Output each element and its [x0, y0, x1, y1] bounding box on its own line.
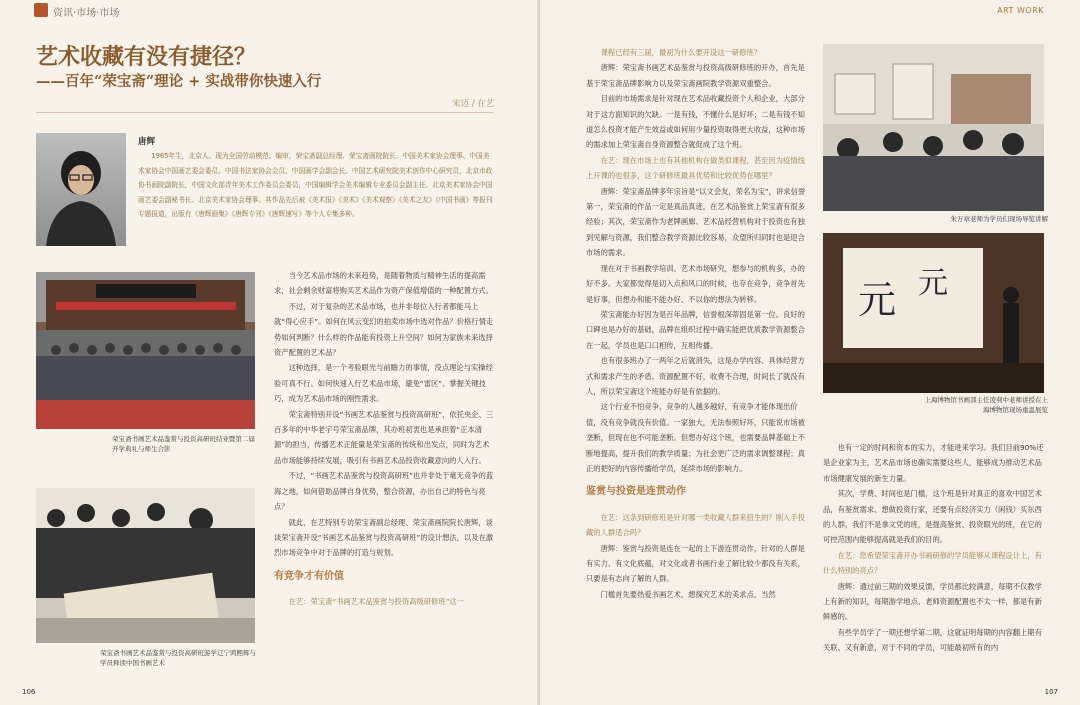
paragraph: 现在对于书画教学培训、艺术市场研究，想参与的机构多，办的好不多。大家都觉得是切入点和风口的时候，也存在竞争，竞争首先是好事，但想办和能不能办好、不以你的想法为转移。 — [586, 263, 805, 304]
paragraph: 这个行业不怕竞争，竞争的人越多越好，有竞争才能体现出价值，没有竞争就没有价值。一家独大，无法参照好坏，只能说市场被垄断，但现在也不可能垄断。但想办好这个班，也需要品牌基础上不断地提高，提升我们的教学质量；为社会更广泛的需求调整课程；真正的把好的内容传播给学员，延续市场的影响力。 — [586, 402, 805, 473]
paragraph: 荣宝斋能办好因为是百年品牌，信誉根深蒂固是第一位。良好的口碑也是办好的基础，品牌在组织过程中确实能把优质教学资源整合在一起，学员也是口口相传，互相传播。 — [586, 309, 805, 350]
paragraph: 这种选择，是一个考验眼光与前瞻力的事情，没点理论与实操经验可真不行。如何快速入行艺术品市场，避免“雷区”、掌握关键技巧，成为艺术品市场的刚性需求。 — [274, 363, 493, 404]
lecture-photo-scene — [823, 233, 1044, 393]
left-column — [274, 268, 496, 610]
paragraph: 就此，在艺特别专访荣宝斋副总经理、荣宝斋画院院长唐辉，谈谈荣宝斋开设“书画艺术品鉴赏与投资高研班”的设计想法，以及在激烈市场竞争中对于品牌的打造与规划。 — [274, 517, 494, 558]
interview-question: 课程已经有三届，最初为什么要开设这一研修班？ — [600, 48, 762, 57]
middle-column — [586, 45, 808, 602]
title-divider — [36, 112, 494, 113]
bio-text: 1965年生，北京人。现为全国劳动模范、编审，荣宝斋副总经理、荣宝斋画院院长、中国美术家协会理事、中国美术家协会中国画艺委会委员、中国书法家协会会员、中国画学会副会长、中国艺术研究院美术创作中心研究员，北京市政协书画院副院长，中国文化部青年美术工作委员会委员，中国编辑学会美术编辑专业委员会副主任、北京美术家协会中国画艺委会副秘书长、北京美术家协会理事。其作品先后被《美术报》《美术》《美术观察》《美术之友》《中国书画》等报刊专题报道，出版有《唐辉画集》《唐辉专刊》《唐辉速写》等个人专集多种。 — [138, 152, 493, 218]
group-photo-caption: 荣宝斋书画艺术品鉴赏与投资高研班结业暨第二届开学典礼与师生合影 — [112, 435, 255, 453]
portrait-photo — [36, 133, 126, 246]
guide-photo — [823, 44, 1044, 211]
magazine-logo-icon — [34, 3, 48, 17]
paragraph: 也有一定的时间和资本的实力，才能进来学习。我们目前90%还是企业家为主，艺术品市场也确实需要这些人，能够成为推动艺术品市场健康发展的新生力量。 — [823, 443, 1044, 483]
section-heading: 鉴赏与投资是连贯动作 — [586, 486, 686, 498]
paragraph: 唐辉：荣宝斋品牌多年宗旨是“以文会友，荣名为宝”，讲求信誉第一，荣宝斋的作品一定是真品真迹，在艺术品鉴赏上荣宝斋有很多经验；其次，荣宝斋作为老牌画廊、艺术品经营机构对于投资也有独到见解与资源，我们整合教学资源比较容易，众望所归同时也是迎合市场的需求。 — [586, 186, 806, 258]
workshop-photo-scene — [36, 488, 255, 643]
paragraph: 不过，“书画艺术品鉴赏与投资高研班”也并非处于毫无竞争的蓝海之地，如何借助品牌自身优势，整合资源，办出自己的特色与亮点？ — [274, 471, 494, 512]
paragraph: 门槛首先要热爱书画艺术，想探究艺术的美求点，当然 — [600, 589, 776, 599]
workshop-photo-caption: 荣宝斋书画艺术品鉴赏与投资高研班游学辽宁鸿熙辉与学员释读中国书画艺术 — [100, 649, 256, 667]
guide-photo-caption: 朱万章老师为学员们现场导览讲解 — [950, 215, 1048, 223]
page-number-left: 106 — [22, 688, 36, 696]
portrait-figure — [36, 133, 126, 246]
interview-question: 在艺：您希望荣宝斋开办书画研修的学员能够从课程设计上，有什么特别的亮点？ — [823, 550, 1042, 576]
group-photo — [36, 272, 255, 429]
interview-question: 在艺：这条到研修班是针对哪一类收藏人群来招生的？刚入手投藏的人群适合吗？ — [586, 512, 805, 538]
byline: 宋迈 / 在艺 — [452, 99, 495, 109]
group-photo-scene — [36, 272, 255, 429]
section-heading: 有竞争才有价值 — [274, 570, 344, 582]
paragraph: 唐辉：荣宝斋书画艺术品鉴赏与投资高级研修班的开办，首先是基于荣宝斋品牌影响力以及荣宝斋画院教学资源双重整合。 — [586, 63, 805, 88]
paragraph: 目前的市场需求是针对现在艺术品收藏投资个人和企业，大部分对于这方面知识的欠缺。一是有钱，不懂什么是好坏；二是有钱不知道怎么投资才能产生效益或如何用少量投资取得更大收益，这种市场的需求加上荣宝斋自身资源整合就促成了这个班。 — [586, 94, 805, 150]
paragraph: 当今艺术品市场的未来趋势，是随着物质与精神生活的提高需求，社会剩余财富将购买艺术品作为资产保值增值的一种配置方式。 — [274, 271, 493, 296]
page-number-right: 107 — [1044, 688, 1058, 696]
paragraph: 唐辉：通过前三期的效果反馈，学员都比较满意，每期不仅教学上有新的知识，每期游学地点、老师资源配置也不太一样，都是有新鲜感的。 — [823, 581, 1042, 622]
lecture-photo — [823, 233, 1044, 393]
svg-text:元: 元 — [918, 266, 948, 301]
article-subtitle: ——百年“荣宝斋”理论 + 实战带你快速入行 — [36, 73, 322, 90]
right-page — [540, 0, 1080, 705]
svg-text:元: 元 — [858, 278, 897, 322]
article-title: 艺术收藏有没有捷径？ — [36, 44, 257, 70]
paragraph: 其次，学费、时间也是门槛，这个班是针对真正的喜欢中国艺术品，有鉴赏需求、想做投资行家，还要有点经济实力（闲钱）买东西的人群，我们不是拿文凭的班，是提高鉴赏、投资眼光的班，在它的可控范围内能够提高就是我们的目的。 — [823, 489, 1042, 545]
paragraph: 不过，对于复杂的艺术品市场，也并非每位入行者都能马上就“得心应手”。如何在风云变幻的拍卖市场中选对作品？价格行情走势如何判断？什么样的作品能有投资上升空间？如何为家族未来选择资产配置的艺术品？ — [274, 301, 494, 358]
workshop-photo — [36, 488, 255, 643]
interview-question: 在艺：荣宝斋“书画艺术品鉴赏与投资高级研修班”这一 — [288, 597, 464, 607]
interview-question: 在艺：现在市场上也有其他机构在做类似课程，甚至因为疫情线上开课的也很多，这个研修班最具优势和比较优势在哪里？ — [586, 155, 805, 181]
lecture-photo-caption: 上海博物馆书画部主任凌利中老师讲授在上海博物馆现场重温展览 — [924, 396, 1048, 414]
paragraph: 也有很多班办了一两年之后就消失，这是办学内容、具体经营方式和需求产生的矛盾。资源配置不好，收费不合理，时间长了就没有人，所以荣宝斋这个班能办好是有依据的。 — [586, 356, 805, 396]
paragraph: 荣宝斋特别开设“书画艺术品鉴赏与投资高研班”，依托央企、三百多年的中华老字号荣宝斋品牌，其办班初衷也是承担着“正本清源”的担当，传播艺术正能量是荣宝斋的传统和出发点，同时为艺术品市场能够持续发展，吸引有书画艺术品投资收藏意向的人入行。 — [274, 409, 494, 465]
paragraph: 有些学员学了一期还想学第二期，这就证明每期的内容翻上期有关联、又有新意，对于不同的学员，可能最初所有的内 — [823, 627, 1042, 653]
bio-name: 唐辉 — [138, 137, 156, 147]
section-label-en: ART WORK — [997, 6, 1044, 15]
guide-photo-scene — [823, 44, 1044, 211]
page-header — [0, 0, 540, 22]
paragraph: 唐辉：鉴赏与投资是连在一起的上下游连贯动作，针对的人群是有实力、有文化底蕴，对文化或者书画行业了解比较少都没有关系，只要是有志向了解的人群。 — [586, 543, 805, 584]
right-column — [823, 440, 1045, 656]
section-label: 资讯·市场·市场 — [53, 8, 120, 19]
